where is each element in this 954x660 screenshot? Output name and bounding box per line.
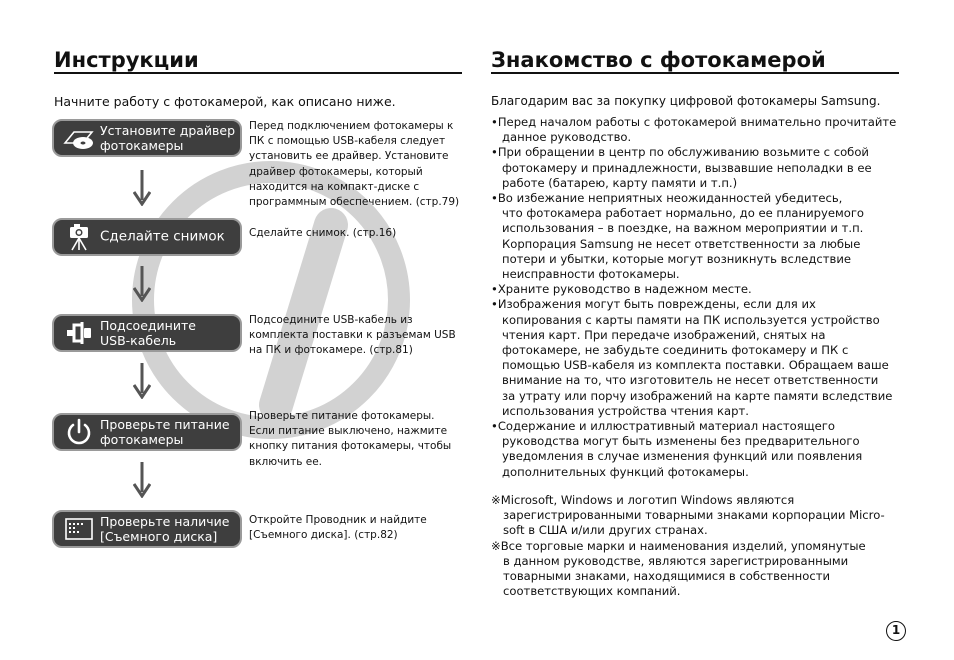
step-connect-usb <box>52 314 242 352</box>
list-item: •Содержание и иллюстративный материал настоящего руководства могут быть изменены без предварительного уведомления в случае изменения функций или появления дополнительных функций фотокамеры. <box>491 419 863 479</box>
list-item: •Изображения могут быть повреждены, если для их копирования с карты памяти на ПК используется устройство чтения карт. При передаче изображений, снятых на фотокамере, не забудьте соединить фотокамеру и ПК с помощью USB-кабеля из комплекта поставки. Обращаем ваше внимание на то, что изготовитель не несет ответственности за утрату или порчу изображений на карте памяти вследствие использования устройства чтения карт. <box>491 297 893 418</box>
right-page-title: Знакомство с фотокамерой <box>491 48 826 72</box>
right-title-rule <box>491 72 899 74</box>
step-label: Подсоедините USB-кабель <box>100 318 196 348</box>
step-description: Проверьте питание фотокамеры. Если питание выключено, нажмите кнопку питания фотокамеры, чтобы включить ее. <box>249 410 452 468</box>
note-item: ※Microsoft, Windows и логотип Windows являются зарегистрированными товарными знаками корпорации Micro- soft в США и/или других странах. <box>491 493 885 538</box>
down-arrow-icon <box>133 363 151 399</box>
down-arrow-icon <box>133 266 151 302</box>
list-item: •Храните руководство в надежном месте. <box>491 282 752 297</box>
step-label: Проверьте наличие [Съемного диска] <box>100 514 230 544</box>
step-take-photo <box>52 218 242 256</box>
step-install-driver <box>52 119 242 157</box>
safety-bullet-list <box>491 115 906 480</box>
note-item: ※Все торговые марки и наименования изделий, упомянутые в данном руководстве, являются зарегистрированными товарными знаками, находящимися в собственности соответствующих компаний. <box>491 538 866 599</box>
removable-disk-icon <box>62 515 96 543</box>
list-item: •При обращении в центр по обслуживанию возьмите с собой фотокамеру и принадлежности, вызвавшие неполадки в ее работе (батарею, карту памяти и т.п.) <box>491 145 872 190</box>
list-item: •Перед началом работы с фотокамерой внимательно прочитайте данное руководство. <box>491 115 897 145</box>
step-check-removable-disk <box>52 510 242 548</box>
page-number: 1 <box>886 621 906 641</box>
intro-text: Благодарим вас за покупку цифровой фотокамеры Samsung. <box>491 94 881 108</box>
power-icon <box>62 418 96 446</box>
step-description: Сделайте снимок. (стр.16) <box>249 227 397 239</box>
step-description: Перед подключением фотокамеры к ПК с помощью USB-кабеля следует установить ее драйвер. Установите драйвер фотокамеры, который находится на компакт-диске с программным обеспечением. (стр.79) <box>249 120 460 209</box>
down-arrow-icon <box>133 170 151 206</box>
step-label: Сделайте снимок <box>100 228 225 245</box>
step-description: Откройте Проводник и найдите [Съемного диска]. (стр.82) <box>249 514 427 542</box>
step-description: Подсоедините USB-кабель из комплекта поставки к разъемам USB на ПК и фотокамере. (стр.81) <box>249 314 456 357</box>
left-subtitle: Начните работу с фотокамерой, как описано ниже. <box>54 94 396 109</box>
list-item: •Во избежание неприятных неожиданностей убедитесь, что фотокамера работает нормально, до ее планируемого использования – в поездке, на важном мероприятии и т.п. Корпорация Samsung не несет ответственности за любые потери и убытки, которые могут возникнуть вследствие неисправности фотокамеры. <box>491 191 865 282</box>
down-arrow-icon <box>133 462 151 498</box>
step-label: Проверьте питание фотокамеры <box>100 417 230 447</box>
step-label: Установите драйвер фотокамеры <box>100 123 236 153</box>
trademark-notes <box>491 493 906 599</box>
step-check-power <box>52 413 242 451</box>
camera-tripod-icon <box>62 223 96 251</box>
software-cd-icon <box>62 124 96 152</box>
left-page-title: Инструкции <box>54 48 199 72</box>
usb-cable-icon <box>62 319 96 347</box>
left-title-rule <box>54 72 462 74</box>
